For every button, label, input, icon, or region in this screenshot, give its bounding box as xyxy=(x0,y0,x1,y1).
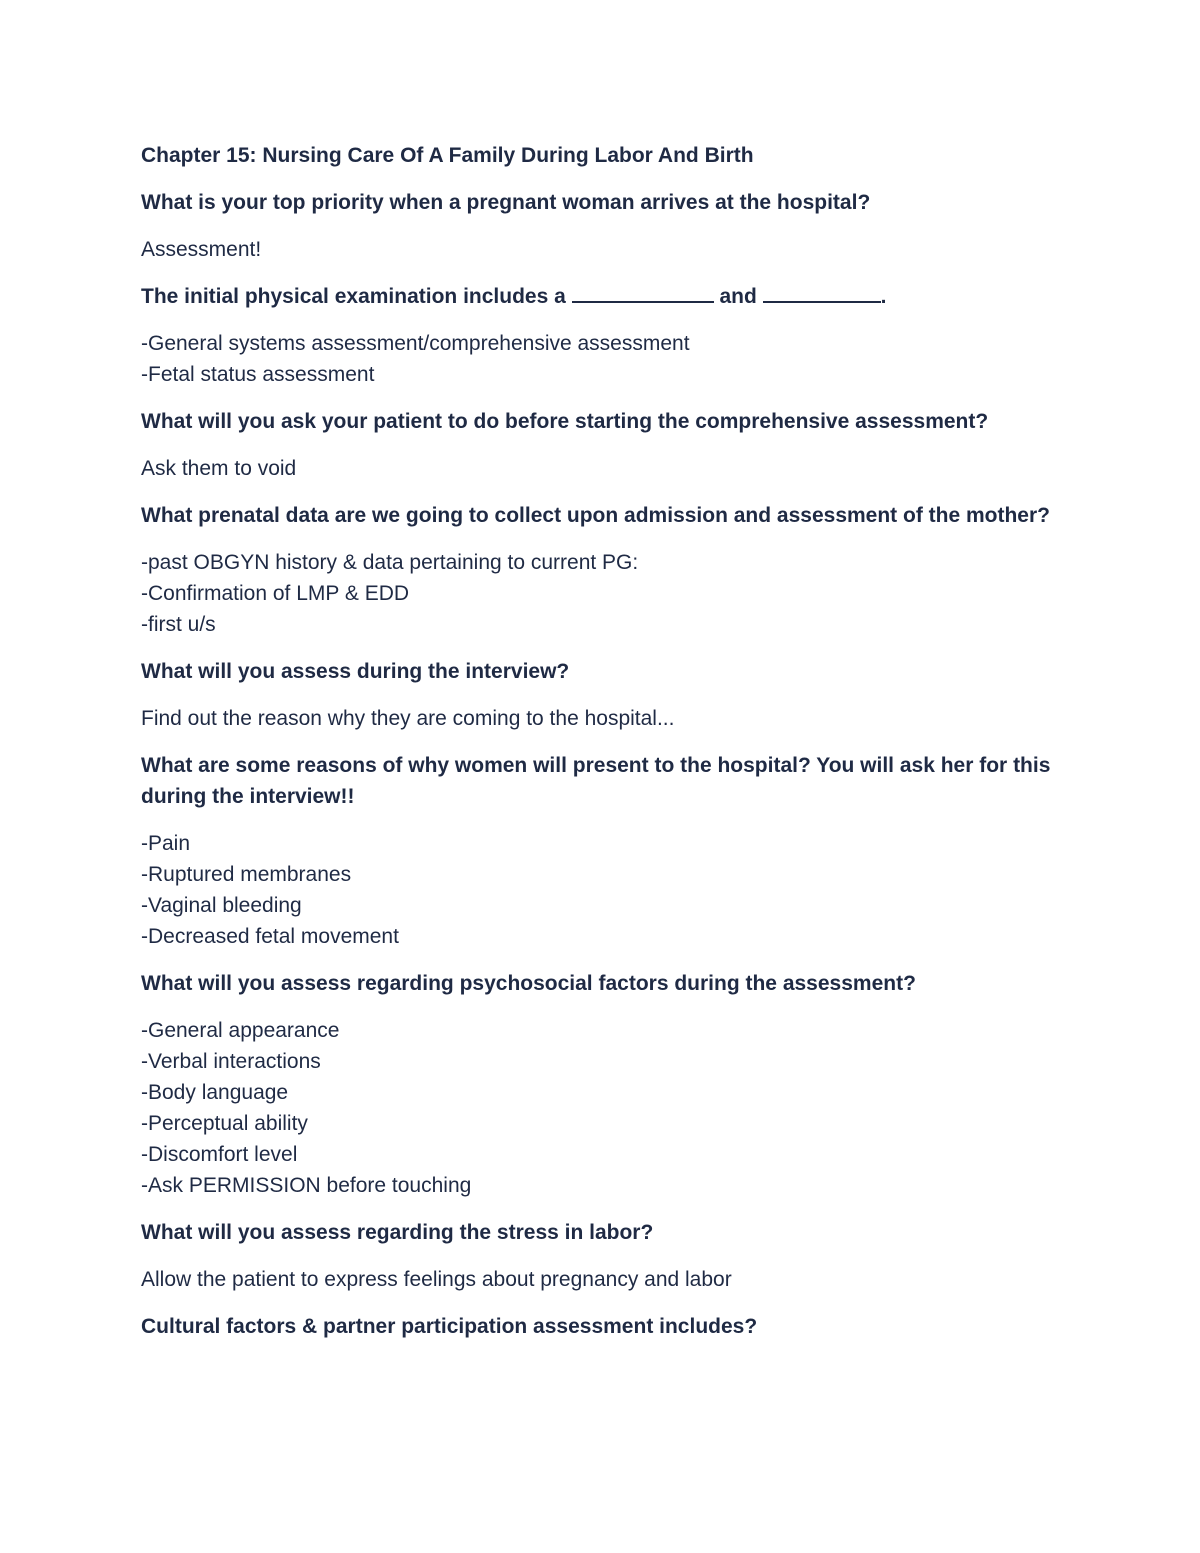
answer-list-initial-exam xyxy=(141,328,1061,390)
list-item: -Vaginal bleeding xyxy=(141,894,302,917)
list-item: -General systems assessment/comprehensive assessment xyxy=(141,332,690,355)
question-interview: What will you assess during the interview? xyxy=(141,660,570,683)
fill-in-blank-1 xyxy=(572,283,714,303)
list-item: -first u/s xyxy=(141,613,216,636)
list-item: -Body language xyxy=(141,1081,289,1104)
question-initial-exam-part-3: . xyxy=(880,285,887,308)
list-item: -Fetal status assessment xyxy=(141,363,375,386)
question-initial-exam-part-2: and xyxy=(713,285,763,308)
question-before-assessment: What will you ask your patient to do before starting the comprehensive assessment? xyxy=(141,410,989,433)
list-item: -General appearance xyxy=(141,1019,340,1042)
answer-interview: Find out the reason why they are coming to the hospital... xyxy=(141,707,675,730)
answer-list-psychosocial xyxy=(141,1015,1061,1201)
list-item: -Ask PERMISSION before touching xyxy=(141,1174,472,1197)
question-psychosocial: What will you assess regarding psychosocial factors during the assessment? xyxy=(141,972,916,995)
list-item: -Verbal interactions xyxy=(141,1050,321,1073)
list-item: -Discomfort level xyxy=(141,1143,298,1166)
fill-in-blank-2 xyxy=(763,283,881,303)
answer-list-prenatal-data xyxy=(141,547,1061,640)
list-item: -past OBGYN history & data pertaining to current PG: xyxy=(141,551,639,574)
list-item: -Perceptual ability xyxy=(141,1112,308,1135)
document-content xyxy=(141,140,1061,1358)
question-cultural: Cultural factors & partner participation assessment includes? xyxy=(141,1315,758,1338)
answer-before-assessment: Ask them to void xyxy=(141,457,297,480)
answer-list-reasons xyxy=(141,828,1061,952)
list-item: -Confirmation of LMP & EDD xyxy=(141,582,410,605)
chapter-title: Chapter 15: Nursing Care Of A Family During Labor And Birth xyxy=(141,144,754,167)
question-stress: What will you assess regarding the stress in labor? xyxy=(141,1221,654,1244)
question-initial-exam-part-1: The initial physical examination includes a xyxy=(141,285,572,308)
list-item: -Decreased fetal movement xyxy=(141,925,399,948)
list-item: -Pain xyxy=(141,832,191,855)
list-item: -Ruptured membranes xyxy=(141,863,352,886)
question-top-priority: What is your top priority when a pregnant woman arrives at the hospital? xyxy=(141,191,871,214)
question-initial-exam xyxy=(141,281,1061,312)
answer-top-priority: Assessment! xyxy=(141,238,262,261)
question-reasons: What are some reasons of why women will present to the hospital? You will ask her for this during the interview!! xyxy=(141,754,1051,808)
question-prenatal-data: What prenatal data are we going to collect upon admission and assessment of the mother? xyxy=(141,504,1050,527)
answer-stress: Allow the patient to express feelings about pregnancy and labor xyxy=(141,1268,732,1291)
